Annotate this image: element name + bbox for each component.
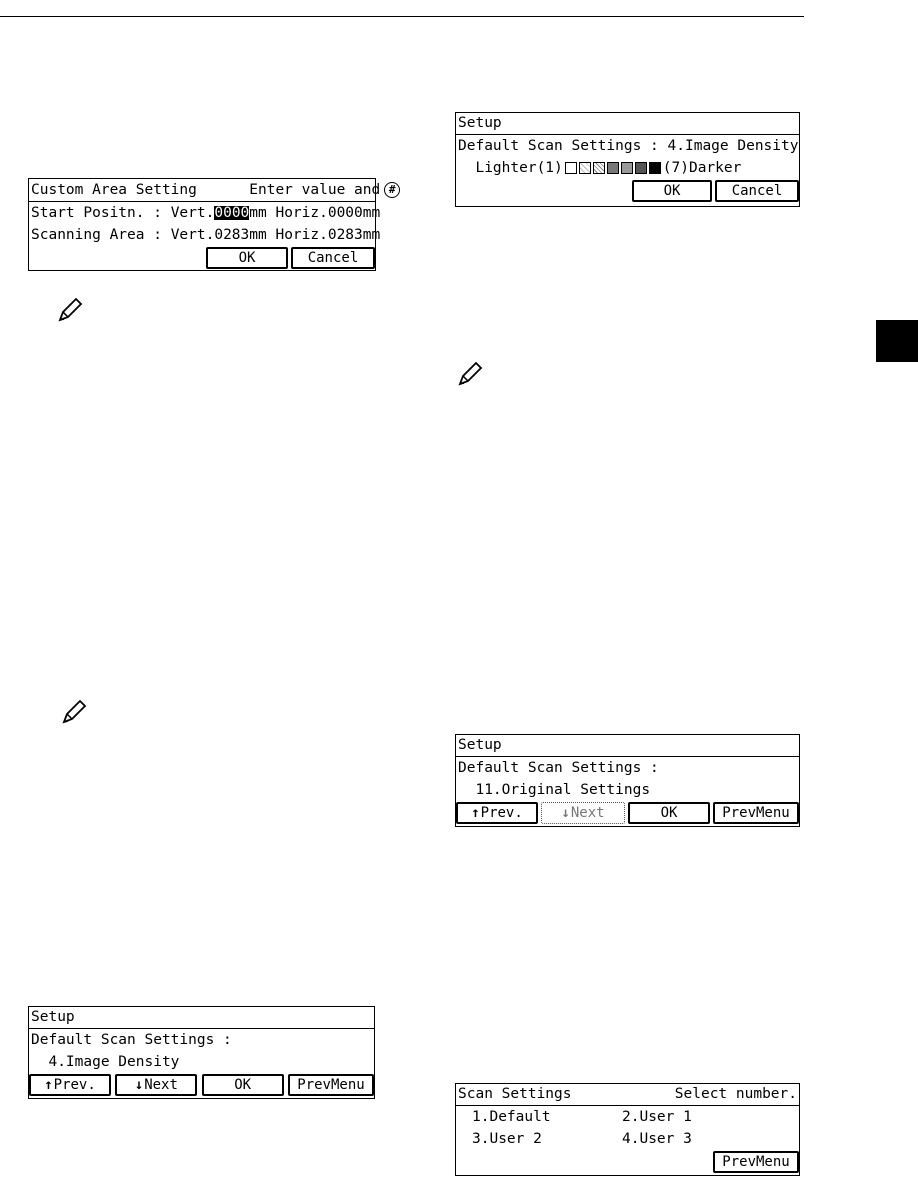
panel-title: Scan Settings xyxy=(458,1086,572,1103)
panel-prompt: Enter value and # xyxy=(197,168,402,213)
default-scan-label: Default Scan Settings xyxy=(458,137,642,154)
custom-area-header xyxy=(29,179,396,201)
image-density-value: 4.Image Density xyxy=(667,137,799,154)
page-top-rule xyxy=(0,16,804,17)
option-user-3[interactable]: 4.User 3 xyxy=(622,1130,692,1147)
default-scan-label: Default Scan Settings xyxy=(31,1031,215,1048)
panel-title: Setup xyxy=(458,115,502,132)
horiz-value: mm Horiz.0000mm xyxy=(249,204,381,221)
setup-header xyxy=(456,735,799,757)
cancel-button[interactable]: Cancel xyxy=(291,247,375,269)
default-scan-label: Default Scan Settings xyxy=(458,759,642,776)
ok-button[interactable]: OK xyxy=(632,180,712,202)
density-level-3[interactable] xyxy=(593,162,605,174)
down-arrow-icon xyxy=(135,1078,144,1092)
panel-prompt: Select number. xyxy=(674,1086,797,1103)
default-scan-row: Default Scan Settings : xyxy=(31,1031,232,1048)
density-level-4[interactable] xyxy=(607,162,619,174)
option-user-2[interactable]: 3.User 2 xyxy=(472,1130,542,1147)
setup-header xyxy=(29,1007,374,1029)
ok-button[interactable]: OK xyxy=(628,802,710,824)
prevmenu-button[interactable]: PrevMenu xyxy=(713,1151,799,1173)
default-scan-row: Default Scan Settings : xyxy=(458,759,659,776)
scanning-area-value: Vert.0283mm Horiz.0283mm xyxy=(170,226,381,243)
scan-settings-panel xyxy=(455,1083,800,1176)
option-user-1[interactable]: 2.User 1 xyxy=(622,1108,692,1125)
density-level-6[interactable] xyxy=(635,162,647,174)
panel-title: Custom Area Setting xyxy=(31,181,197,198)
option-default[interactable]: 1.Default xyxy=(472,1108,551,1125)
note-pencil-icon xyxy=(456,360,484,388)
image-density-scale-panel xyxy=(455,112,800,207)
density-level-7[interactable] xyxy=(649,162,661,174)
start-position-label: Start Positn. xyxy=(31,204,145,221)
prev-button[interactable]: ↑ Prev. xyxy=(456,802,538,824)
density-scale[interactable] xyxy=(565,162,661,174)
options-row-1 xyxy=(456,1106,799,1128)
scanning-area-row: Scanning Area : Vert.0283mm Horiz.0283mm xyxy=(31,226,381,243)
note-pencil-icon xyxy=(56,296,84,324)
section-tab-marker xyxy=(876,320,918,362)
vert-prefix: Vert. xyxy=(170,204,215,221)
density-level-5[interactable] xyxy=(621,162,633,174)
default-scan-row: Default Scan Settings : 4.Image Density xyxy=(458,137,799,154)
scan-settings-buttons xyxy=(456,1150,799,1174)
up-arrow-icon xyxy=(471,806,480,820)
prev-button[interactable]: ↑ Prev. xyxy=(29,1074,111,1096)
note-pencil-icon xyxy=(60,698,88,726)
menu-item-image-density: 4.Image Density xyxy=(48,1053,180,1070)
setup-header xyxy=(456,113,799,135)
image-density-menu-panel xyxy=(28,1006,375,1099)
ok-button[interactable]: OK xyxy=(206,247,288,269)
cancel-button[interactable]: Cancel xyxy=(715,180,799,202)
up-arrow-icon xyxy=(44,1078,53,1092)
menu-item-original-settings: 11.Original Settings xyxy=(475,781,651,798)
custom-area-panel xyxy=(28,178,396,271)
start-position-row: Start Positn. : Vert. 0000 mm Horiz.0000mm xyxy=(31,204,381,221)
menu-buttons xyxy=(456,801,799,825)
scanning-area-label: Scanning Area xyxy=(31,226,145,243)
prevmenu-button[interactable]: PrevMenu xyxy=(288,1074,374,1096)
panel-title: Setup xyxy=(458,737,502,754)
custom-area-buttons xyxy=(29,246,375,270)
menu-buttons xyxy=(29,1073,374,1097)
density-scale-buttons xyxy=(456,179,799,203)
panel-title: Setup xyxy=(31,1009,75,1026)
next-button: ↓ Next xyxy=(541,802,625,824)
density-level-2[interactable] xyxy=(579,162,591,174)
options-row-2 xyxy=(456,1128,799,1150)
down-arrow-icon xyxy=(561,806,570,820)
vert-value-field[interactable]: 0000 xyxy=(214,204,250,221)
lighter-label: Lighter(1) xyxy=(475,159,563,176)
density-level-1[interactable] xyxy=(565,162,577,174)
ok-button[interactable]: OK xyxy=(202,1074,284,1096)
hash-key-icon: # xyxy=(384,182,400,198)
prevmenu-button[interactable]: PrevMenu xyxy=(713,802,799,824)
menu-item-row xyxy=(29,1051,374,1073)
darker-label: (7)Darker xyxy=(662,159,742,176)
density-scale-row xyxy=(456,157,799,179)
next-button[interactable]: ↓ Next xyxy=(115,1074,197,1096)
menu-item-row xyxy=(456,779,799,801)
scan-settings-header xyxy=(456,1084,799,1106)
original-settings-panel xyxy=(455,734,800,827)
